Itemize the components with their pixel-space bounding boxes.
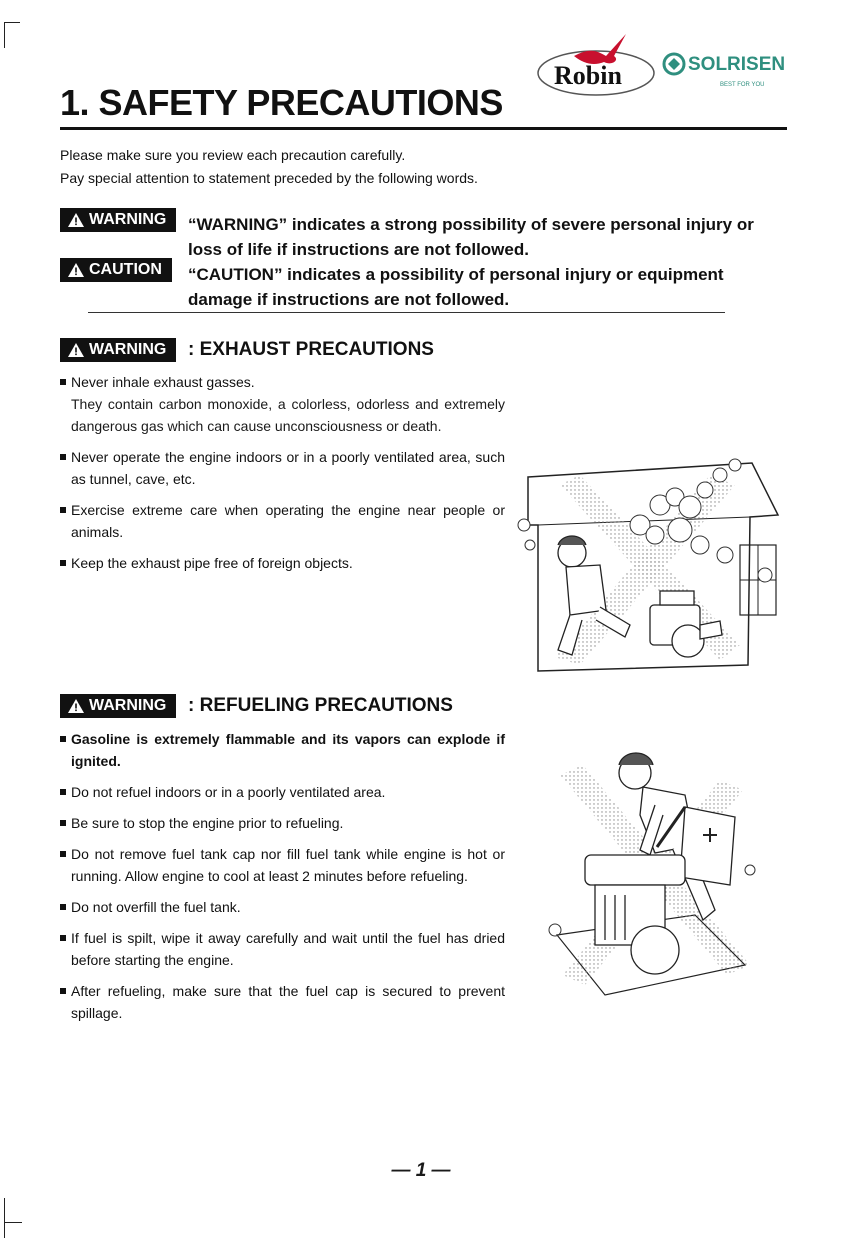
crop-mark: [4, 1198, 5, 1238]
exhaust-item: Exercise extreme care when operating the engine near people or animals.: [60, 499, 505, 543]
refueling-item: Gasoline is extremely flammable and its vapors can explode if ignited.: [60, 728, 505, 772]
caution-badge: [60, 258, 172, 282]
solrisen-logo-text: SOLRISEN: [688, 54, 786, 75]
crop-mark: [4, 1222, 22, 1223]
refueling-list: [60, 728, 505, 1033]
robin-logo-text: Robin: [554, 61, 622, 90]
exhaust-item: Never inhale exhaust gasses.: [60, 371, 505, 393]
warning-triangle-icon: [68, 343, 84, 357]
refueling-heading: : REFUELING PRECAUTIONS: [188, 695, 453, 716]
caution-definition: “CAUTION” indicates a possibility of personal injury or equipment damage if instructions are not followed.: [188, 265, 724, 309]
exhaust-warning-badge: [60, 338, 176, 362]
solrisen-logo: [660, 50, 810, 90]
exhaust-item-detail: They contain carbon monoxide, a colorless, odorless and extremely dangerous gas which can cause unconsciousness or death.: [71, 396, 505, 434]
exhaust-item: Never operate the engine indoors or in a poorly ventilated area, such as tunnel, cave, etc.: [60, 446, 505, 490]
exhaust-heading: : EXHAUST PRECAUTIONS: [188, 339, 434, 360]
section-divider: [88, 312, 725, 313]
solrisen-tagline: BEST FOR YOU: [720, 82, 765, 88]
crop-mark: [4, 22, 5, 48]
page-title: 1. SAFETY PRECAUTIONS: [60, 82, 503, 123]
warning-definition: “WARNING” indicates a strong possibility of severe personal injury or loss of life if instructions are not followed.: [188, 215, 754, 259]
title-underline: [60, 127, 787, 130]
refueling-item: Do not overfill the fuel tank.: [60, 896, 505, 918]
refueling-illustration: [545, 735, 775, 1005]
warning-triangle-icon: [68, 213, 84, 227]
warning-badge-label: WARNING: [89, 211, 167, 228]
exhaust-illustration: [510, 445, 790, 685]
exhaust-item: Keep the exhaust pipe free of foreign objects.: [60, 552, 505, 574]
robin-logo: [534, 26, 660, 98]
intro-line-1: Please make sure you review each precaution carefully.: [60, 147, 406, 163]
refueling-item: Do not remove fuel tank cap nor fill fuel tank while engine is hot or running. Allow engine to cool at least 2 minutes before refueling.: [60, 843, 505, 887]
exhaust-badge-label: WARNING: [89, 341, 167, 358]
refueling-item: Be sure to stop the engine prior to refueling.: [60, 812, 505, 834]
refueling-item: If fuel is spilt, wipe it away carefully and wait until the fuel has dried before starting the engine.: [60, 927, 505, 971]
refueling-warning-badge: [60, 694, 176, 718]
refueling-item: After refueling, make sure that the fuel cap is secured to prevent spillage.: [60, 980, 505, 1024]
exhaust-list: [60, 371, 505, 583]
warning-triangle-icon: [68, 699, 84, 713]
refueling-item: Do not refuel indoors or in a poorly ventilated area.: [60, 781, 505, 803]
intro-line-2: Pay special attention to statement preceded by the following words.: [60, 170, 478, 186]
refueling-badge-label: WARNING: [89, 697, 167, 714]
page-number: — 1 —: [391, 1160, 451, 1181]
caution-triangle-icon: [68, 263, 84, 277]
crop-mark: [4, 22, 20, 23]
caution-badge-label: CAUTION: [89, 261, 162, 278]
warning-badge: [60, 208, 176, 232]
